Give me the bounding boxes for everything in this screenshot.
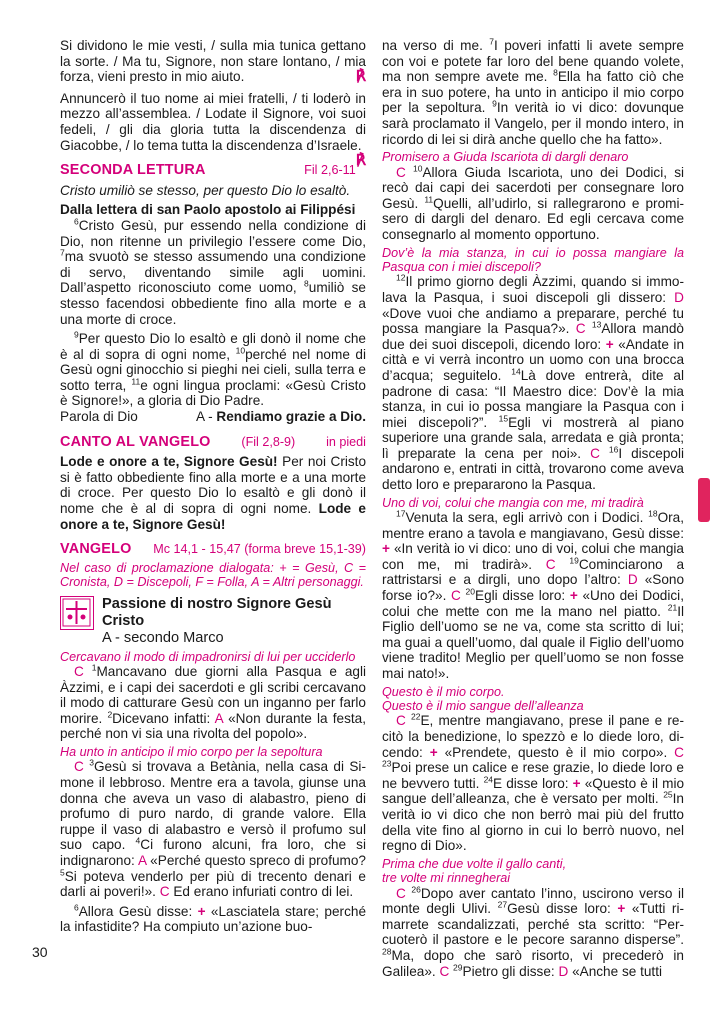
gospel-subheading: Questo è il mio corpo. Questo è il mio sangue dell’alleanza <box>382 684 584 713</box>
second-reading-paragraph-2: $^9$Per questo Dio lo esaltò e gli donò il nome che è al di sopra di ogni nome, $^{10}$perché nel nome di Gesù ogni ginocchio si pieghi nei cieli, sulla terra e sotto terra, $^{11}$e ogni lingua proclami: «Gesù Cristo è Signore!», a gloria di Dio Padre. <box>60 329 366 409</box>
second-reading-header <box>60 163 356 179</box>
second-reading-reference: Fil 2,6-11 <box>304 163 356 178</box>
passion-emblem-icon <box>60 596 94 630</box>
second-reading-source: Dalla lettera di san Paolo apostolo ai Filippési <box>60 202 356 218</box>
second-reading-closing: Parola di Dio A - Rendiamo grazie a Dio. <box>60 409 366 425</box>
second-reading-summary: Cristo umiliò se stesso, per questo Dio lo esaltò. <box>60 182 351 198</box>
response-symbol: ℟ <box>355 151 366 170</box>
response-symbol: ℟ <box>355 67 366 86</box>
gospel-subheading: Cercavano il modo di impadronirsi di lui per ucciderlo <box>60 649 356 664</box>
gospel-acclamation-reference: (Fil 2,8-9) <box>241 434 296 449</box>
second-reading-paragraph-1: $^6$Cristo Gesù, pur essendo nella condizione di Dio, non ritenne un privilegio l’essere come Dio, $^7$ma svuotò se stesso assumendo una condizione di servo, diventando simile agli uomini. Dall’aspetto riconosciuto come uomo, $^8$umiliò se stesso facendosi obbediente fino alla morte e a una morte di croce. <box>60 216 366 327</box>
gospel-header <box>60 542 366 558</box>
gospel-paragraph: C $^3$Gesù si trovava a Betània, nella casa di Simone il lebbroso. Mentre era a tavola, giunse una donna che aveva un vaso di alabastro, pieno di profumo di puro nardo, di grande valore. Ella ruppe il vaso di alabastro e versò il profumo sul suo capo. $^4$Ci furono alcuni, fra loro, che si indignarono: A «Perché questo spreco di profumo? $^5$Si poteva venderlo per più di trecento denari e darli ai poveri!». C Ed erano infuriati contro di lei. <box>60 757 366 900</box>
standing-note: in piedi <box>326 434 366 449</box>
gospel-subheading: Ha unto in anticipo il mio corpo per la sepoltura <box>60 745 323 759</box>
passion-subtitle: A - secondo Marco <box>102 629 224 646</box>
gospel-paragraph: $^6$Allora Gesù disse: + «Lasciatela stare; perché la infastidite? Ha compiuto un’azione buo- <box>60 902 367 935</box>
dialog-note: Nel caso di proclamazione dialogata: + = Gesù, C = Cronista, D = Discepoli, F = Folla, A = Altri personaggi. <box>60 560 366 590</box>
scroll-indicator[interactable] <box>698 478 710 522</box>
gospel-paragraph: $^{17}$Venuta la sera, egli arrivò con i Dodici. $^{18}$Ora, mentre erano a tavola e mangiavano, Gesù disse: + «In verità io vi dico: uno di voi, colui che mangia con me, mi tradirà». C $^{19}$Cominciarono a rattristarsi e a dirgli, uno dopo l’altro: D «Sono forse io?». C $^{20}$Egli disse loro: + «Uno dei Dodici, colui che mette con me la mano nel piatto. $^{21}$Il Figlio dell’uomo se ne va, come sta scritto di lui; ma guai a quell’uomo, dal quale il Figlio dell’uomo viene tradito! Meglio per quell’uomo se non fosse mai nato!». <box>382 508 684 681</box>
gospel-paragraph: $^{12}$Il primo giorno degli Àzzimi, quando si immolava la Pasqua, i suoi discepoli gli dissero: D «Dove vuoi che andiamo a preparare, perché tu possa mangiare la Pasqua?». C $^{13}$Allora mandò due dei suoi discepoli, dicendo loro: + «Andate in città e vi verrà incontro un uomo con una brocca d’acqua; seguitelo. $^{14}$Là dove entrerà, dite al padrone di casa: “Il Maestro dice: Dov’è la mia stanza, in cui io possa mangiare la Pasqua con i miei discepoli?”. $^{15}$Egli vi mostrerà al piano superiore una grande sala, arredata e già pronta; lì preparate la cena per noi». C $^{16}$I discepoli andarono e, entrati in città, trovarono come aveva detto loro e prepararono la Pasqua. <box>382 272 685 493</box>
gospel-acclamation-title: CANTO AL VANGELO <box>60 433 211 450</box>
psalm-stanza-1: Si dividono le mie vesti, / sulla mia tunica gettano la sorte. / Ma tu, Signore, non stare lontano, / mia forza, vieni presto in mio aiuto. ℟ <box>60 38 366 86</box>
second-reading-title: SECONDA LETTURA <box>60 162 206 179</box>
gospel-paragraph: C $^{26}$Dopo aver cantato l’inno, uscirono verso il monte degli Ulivi. $^{27}$Gesù disse loro: + «Tutti rimarrete scandalizzati, perché sta scritto: “Percuoterò il pastore e le pecore saranno disperse”. $^{28}$Ma, dopo che sarò risorto, vi precederò in Galilea». C $^{29}$Pietro gli disse: D «Anche se tutti <box>382 884 685 979</box>
gospel-reference: Mc 14,1 - 15,47 (forma breve 15,1-39) <box>153 542 366 557</box>
passion-title: Passione di nostro Signore Gesù Cristo <box>102 595 332 629</box>
gospel-subheading: Prima che due volte il gallo canti, tre volte mi rinnegherai <box>382 856 567 886</box>
gospel-acclamation-header <box>60 435 366 451</box>
right-column <box>382 38 684 979</box>
gospel-subheading: Uno di voi, colui che mangia con me, mi tradirà <box>382 495 644 510</box>
gospel-subheading: Dov’è la mia stanza, in cui io possa mangiare la Pasqua con i miei discepoli? <box>382 245 684 274</box>
gospel-paragraph: C $^{10}$Allora Giuda Iscariota, uno dei Dodici, si recò dai capi dei sacerdoti per consegnare loro Gesù. $^{11}$Quelli, all’udirlo, si rallegrarono e promisero di dargli del denaro. Ed egli cercava come consegnarlo al momento opportuno. <box>382 163 685 242</box>
gospel-acclamation-text: Lode e onore a te, Signore Gesù! Per noi Cristo si è fatto obbediente fino alla morte e a una morte di croce. Per questo Dio lo esaltò e gli donò il nome che è al di sopra di ogni nome. Lode e onore a te, Signore Gesù! <box>60 454 367 532</box>
gospel-title: VANGELO <box>60 541 132 558</box>
gospel-paragraph: C $^{22}$E, mentre mangiavano, prese il pane e recitò la benedizione, lo spezzò e lo diede loro, dicendo: + «Prendete, questo è il mio corpo». C $^{23}$Poi prese un calice e rese grazie, lo diede loro e ne bevvero tutti. $^{24}$E disse loro: + «Questo è il mio sangue dell’alleanza, che è versato per molti. $^{25}$In verità io vi dico che non berrò mai più del frutto della vite fino al giorno in cui lo berrò nuovo, nel regno di Dio». <box>382 711 685 854</box>
gospel-paragraph: na verso di me. $^7$I poveri infatti li avete sempre con voi e potete far loro del bene quando volete, ma non sempre avete me. $^8$Ella ha fatto ciò che era in suo potere, ha unto in anticipo il mio corpo per la sepoltura. $^9$In verità io vi dico: dovunque sarà proclamato il Vangelo, per il mondo intero, in ricordo di lei si dirà anche quello che ha fatto». <box>382 36 684 147</box>
gospel-subheading: Promisero a Giuda Iscariota di dargli denaro <box>382 150 629 165</box>
passion-heading <box>60 596 366 647</box>
page-number: 30 <box>32 944 48 960</box>
left-column <box>60 38 366 935</box>
psalm-stanza-2: Annuncerò il tuo nome ai miei fratelli, / ti loderò in mezzo all’assemblea. / Lodate il Signore, voi suoi fedeli, / gli dia gloria tutta la discendenza di Giacobbe, / lo tema tutta la discendenza d’Israele. ℟ <box>60 90 366 170</box>
gospel-paragraph: C $^1$Mancavano due giorni alla Pasqua e agli Àzzimi, e i capi dei sacerdoti e gli scribi cercavano il modo di catturare Gesù con un inganno per farlo morire. $^2$Dicevano infatti: A «Non durante la festa, perché non vi sia una rivolta del popolo». <box>60 662 367 742</box>
